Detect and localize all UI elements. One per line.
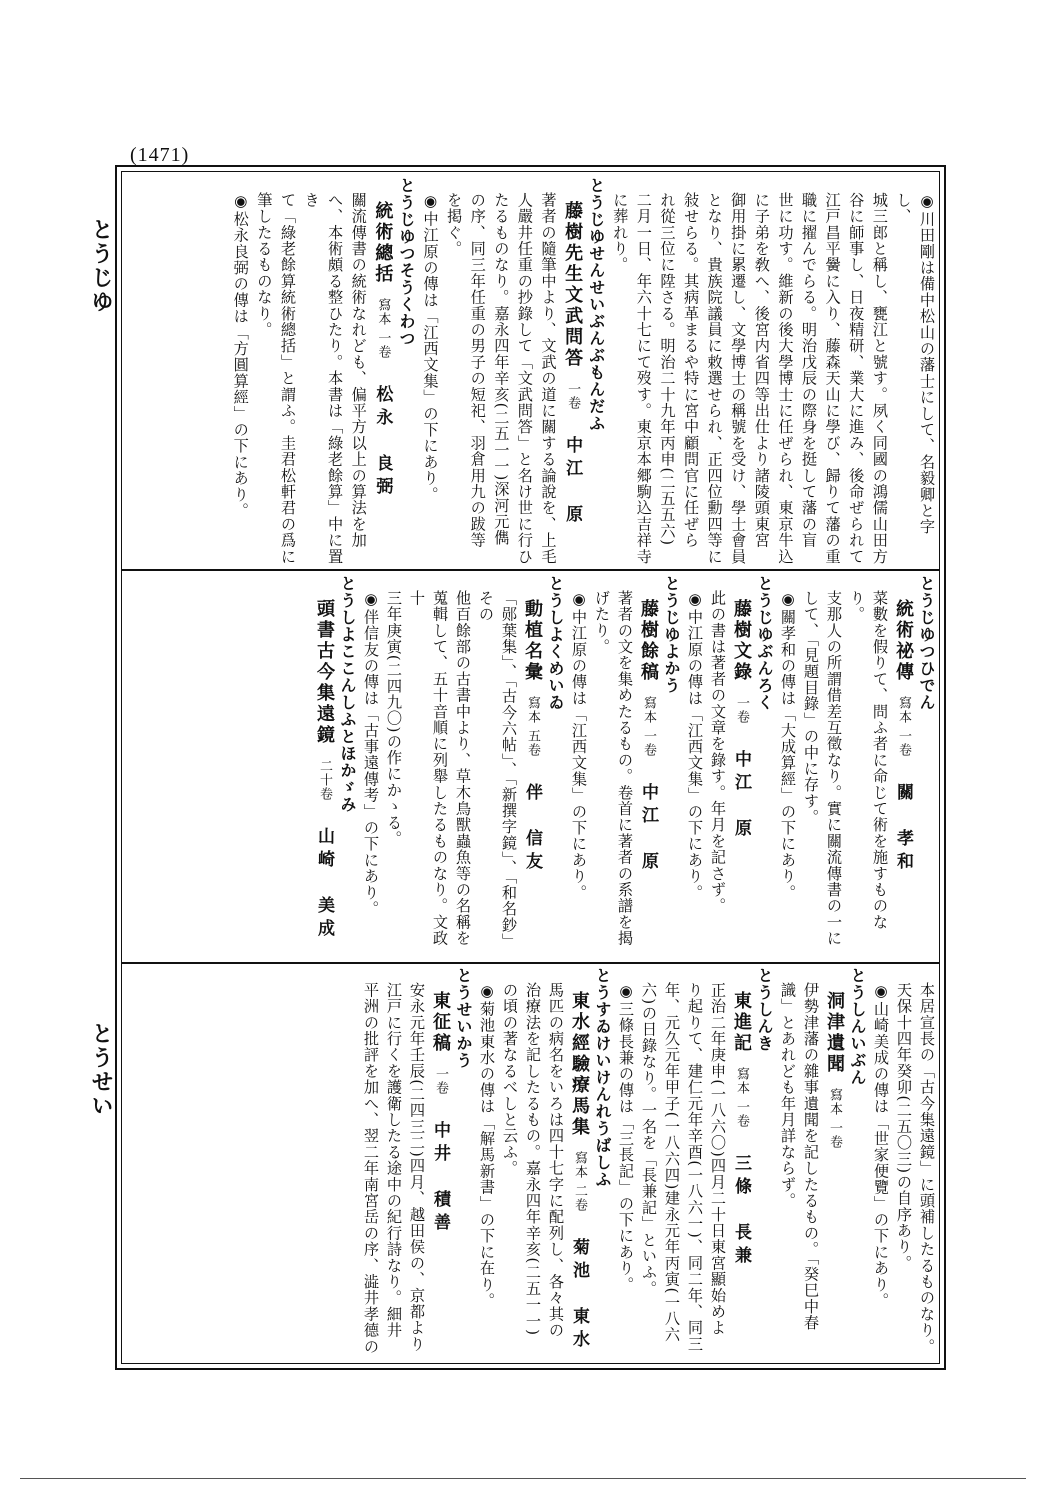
entry-reading: とうすゐけいけんれうばしふ [593, 967, 612, 1188]
entry-reference: ◉關孝和の傳は「大成算經」の下にあり。 [779, 590, 797, 901]
entry-heading [729, 575, 753, 959]
entry-text-line: 本居宣長の「古今集遠鏡」に頭補したるものなり。 [918, 982, 936, 1355]
entry-volumes: 寫本 一卷 [734, 1067, 749, 1129]
entry-title: 藤樹餘稿 [638, 599, 659, 684]
entry-heading [729, 967, 753, 1363]
entry-text-line: 治療法を記したるもの。嘉永四年辛亥(二五一一) [524, 982, 542, 1337]
entry-text-line: の頃の著なるべしと云ふ。 [501, 982, 519, 1177]
entry-text-line: となり、貴族院議員に敕選せられ、正四位勳四等に [705, 192, 724, 565]
entry-reference: ◉三條長兼の傳は「三長記」の下にあり。 [617, 982, 635, 1293]
entry-author: 中江 原 [638, 782, 658, 875]
entry-reading: とうしよくめいゐ [546, 575, 565, 711]
entry-volumes: 寫本 一卷 [896, 696, 911, 758]
entry-text-line: 平洲の批評を加へ、翌二年南宮岳の序、澁井孝德の [362, 982, 380, 1355]
entry-title: 頭書古今集遠鏡 [314, 599, 335, 747]
entry-reference: ◉松永良弼の傳は「方圓算經」の下にあり。 [231, 192, 250, 519]
entry-reference: ◉中江原の傳は「江西文集」の下にあり。 [570, 590, 588, 901]
tier-1-column [228, 177, 938, 565]
entry-reading: とうじゆぶんろく [755, 575, 774, 711]
entry-title: 統術總括 [372, 201, 394, 286]
entry-text-line: に葬れり。 [611, 192, 630, 274]
entry-text-line: 筆したるものなり。 [255, 192, 274, 338]
entry-text-line: 六)の日錄なり。一名を「長兼記」といふ。 [640, 982, 658, 1297]
entry-text-line: 識」とあれども年月詳ならず。 [779, 982, 797, 1209]
entry-text-line: 人嚴井任重の抄錄して「文武問答」と名け世に行ひ [515, 192, 534, 565]
tier-3-column [359, 967, 938, 1363]
entry-text-line: たるものなり。嘉永四年辛亥(二五一一)深河元儁 [492, 192, 511, 547]
entry-reference: ◉川田剛は備中松山の藩士にして、名毅卿と字し、 [894, 192, 936, 536]
entry-heading [822, 967, 846, 1363]
entry-title: 動植名彙 [522, 599, 543, 684]
entry-text-line: 關流傳書の統術なれども、偏平方以上の算法を加 [349, 192, 368, 549]
entry-title: 東進記 [731, 991, 752, 1055]
entry-volumes: 寫本 一卷 [375, 298, 391, 360]
entry-text-line: 正治二年庚申(一八六〇)四月二十日東宮顯始めよ [709, 982, 727, 1337]
entry-author: 三條 長兼 [731, 1153, 751, 1269]
dictionary-entry [683, 575, 776, 959]
entry-volumes: 二十卷 [317, 759, 332, 802]
entry-heading [560, 177, 585, 565]
entry-text-line: 伊勢津藩の雜事遺聞を記したるもの。「癸巳中春 [802, 982, 820, 1331]
entry-reference: ◉菊池東水の傳は「解馬新書」の下に在り。 [478, 982, 496, 1309]
entry-author: 松永 良弼 [372, 384, 393, 500]
entry-text-line: 江戸昌平黌に入り、藤森天山に學び、歸りて藩の重 [823, 192, 842, 565]
entry-text-line: 他百餘部の古書中より、草木鳥獸蟲魚等の名稱を [454, 590, 472, 947]
entry-text-line: して、「見題目錄」の中に存す。 [802, 590, 820, 826]
entry-reading: とうじゆよかう [662, 575, 681, 694]
entry-title: 統術祕傳 [893, 599, 914, 684]
tier-1 [123, 177, 938, 565]
entry-text-line: 三年庚寅(二四九〇)の作にかゝる。 [385, 590, 403, 848]
entry-heading [891, 575, 915, 959]
entry-text-line: 敍せらる。其病革まるや特に宮中顧問官に任ぜら [682, 192, 701, 549]
entry-text-line: 馬匹の病名をいろは四十七字に配列し、各々其の [547, 982, 565, 1339]
entry-text-line: 城三郎と稱し、甕江と號す。夙く同國の鴻儒山田方 [870, 192, 889, 565]
entry-reading: とうじゆせんせいぶんぶもんだふ [586, 177, 606, 432]
dictionary-entry [567, 575, 683, 959]
entry-text-line: の序、同三年任重の男子の短祀、羽倉用九の跋等 [468, 192, 487, 549]
entry-text-line: 支那人の所謂借差互徵なり。實に關流傳書の一に [825, 590, 843, 947]
entry-text-line: に子弟を敎へ、後宮内省四等出仕より諸陵頭東宮 [752, 192, 771, 549]
entry-text-line: 安永元年壬辰(二四三二)四月、越田侯の、京都より [408, 982, 426, 1353]
tier-2-column [312, 575, 938, 959]
entry-author: 中江 原 [562, 435, 583, 528]
entry-text-line: げたり。 [593, 590, 611, 655]
entry-reading: とうじゆつひでん [917, 575, 936, 711]
entry-author: 中井 積善 [430, 1120, 450, 1236]
entry-text-line: 蒐輯して、五十音順に列舉したるものなり。文政十 [408, 590, 449, 947]
entry-author: 菊池 東水 [569, 1237, 589, 1353]
entry-text-line: 職に擢んでらる。明治戊辰の際身を挺して藩の盲 [800, 192, 819, 549]
dictionary-entry [418, 177, 608, 565]
entry-heading [520, 575, 544, 959]
side-heading-top: とうじゆ [88, 218, 114, 314]
tier-rule-2 [122, 962, 939, 964]
entry-text-line: 著者の隨筆中より、文武の道に關する論說を、上毛 [539, 192, 558, 565]
entry-heading [428, 967, 452, 1363]
entry-volumes: 一卷 [433, 1067, 448, 1096]
dictionary-frame [115, 165, 946, 1370]
dictionary-entry [228, 177, 418, 565]
dictionary-entry [776, 575, 938, 959]
tier-rule-1 [122, 569, 939, 571]
entry-heading [370, 177, 395, 565]
entry-reading: とうじゆつそうくわつ [396, 177, 416, 347]
entry-heading [567, 967, 591, 1363]
entry-text-line: 年、元久元年甲子(一八六四)建永元年丙寅(一八六 [663, 982, 681, 1344]
dictionary-entry [776, 967, 869, 1363]
dictionary-entry [359, 967, 475, 1363]
entry-text-line: 二月一日、年六十七にて歿す。東京本郷駒込吉祥寺 [634, 192, 653, 565]
entry-author: 伴 信友 [522, 782, 542, 875]
entry-author: 中江 原 [731, 749, 751, 842]
dictionary-entry [312, 575, 359, 959]
entry-reference: ◉山崎美成の傳は「世家便覽」の下にあり。 [872, 982, 890, 1309]
entry-title: 藤樹先生文武問答 [562, 201, 584, 370]
entry-reference: ◉伴信友の傳は「古事遠傳考」の下にあり。 [362, 590, 380, 917]
entry-text-line: 江戸に行くを護衛したる途中の紀行詩なり。細井 [385, 982, 403, 1339]
entry-volumes: 寫本 一卷 [641, 696, 656, 758]
entry-reading: とうしよここんしふとほかゞみ [338, 575, 357, 813]
entry-volumes: 一卷 [565, 382, 581, 411]
entry-title: 藤樹文錄 [731, 599, 752, 684]
entry-author: 山崎 美成 [314, 826, 334, 942]
dictionary-entry [475, 967, 614, 1363]
entry-text-line: 此の書は著者の文章を錄す。年月を記さず。 [709, 590, 727, 915]
entry-text-line: り起りて、建仁元年辛酉(一八六一)、同二年、同三 [686, 982, 704, 1353]
entry-volumes: 寫本 一卷 [827, 1088, 842, 1150]
entry-text-line: 天保十四年癸卯(二五〇三)の自序あり。 [895, 982, 913, 1272]
entry-reading: とうしんいぶん [848, 967, 867, 1086]
entry-text-line: 御用掛に累遷し、文學博士の稱號を受け、學士會員 [729, 192, 748, 565]
entry-text-line: 「郧葉集」、「古今六帖」、「新撰字鏡」、「和名鈔」その [477, 590, 518, 950]
side-heading-bottom: とうせい [88, 1022, 114, 1118]
entry-title: 東征稿 [430, 991, 451, 1055]
dictionary-entry [608, 177, 938, 565]
entry-reference: ◉中江原の傳は「江西文集」の下にあり。 [686, 590, 704, 901]
entry-author: 關 孝和 [893, 782, 913, 875]
entry-text-line: 世に功す。維新の後大學博士に任ぜられ、東京牛込 [776, 192, 795, 565]
entry-volumes: 寫本 五卷 [525, 696, 540, 758]
entry-title: 東水經驗療馬集 [569, 991, 590, 1139]
entry-text-line: 菜數を假りて、問ふ者に命じて術を施すものなり。 [848, 590, 889, 931]
entry-text-line: 谷に師事し、日夜精研、業大に進み、後命ぜられて [847, 192, 866, 565]
entry-text-line: へ、本術頗る整ひたり。本書は「綠老餘算」中に置き [302, 192, 345, 565]
entry-volumes: 寫本 二卷 [572, 1151, 587, 1213]
entry-reading: とうせいかう [454, 967, 473, 1069]
entry-text-line: を掲ぐ。 [445, 192, 464, 257]
entry-reference: ◉中江原の傳は「江西文集」の下にあり。 [421, 192, 440, 503]
entry-text-line: れ從三位に陞さる。明治二十九年丙申(二五五六) [658, 192, 677, 547]
entry-heading [312, 575, 336, 959]
footer-rule [20, 1478, 1026, 1479]
tier-2 [123, 575, 938, 959]
entry-reading: とうしんき [755, 967, 774, 1052]
dictionary-entry [869, 967, 938, 1363]
page-number: (1471) [130, 144, 190, 166]
entry-text-line: て「綠老餘算統術總括」と謂ふ。圭君松軒君の爲に [278, 192, 297, 565]
entry-heading [636, 575, 660, 959]
entry-title: 洞津遺聞 [824, 991, 845, 1076]
dictionary-entry [359, 575, 567, 959]
entry-volumes: 一卷 [734, 696, 749, 725]
dictionary-entry [614, 967, 776, 1363]
tier-3 [123, 967, 938, 1363]
entry-text-line: 著者の文を集めたるもの。卷首に著者の系譜を揭 [616, 590, 634, 947]
